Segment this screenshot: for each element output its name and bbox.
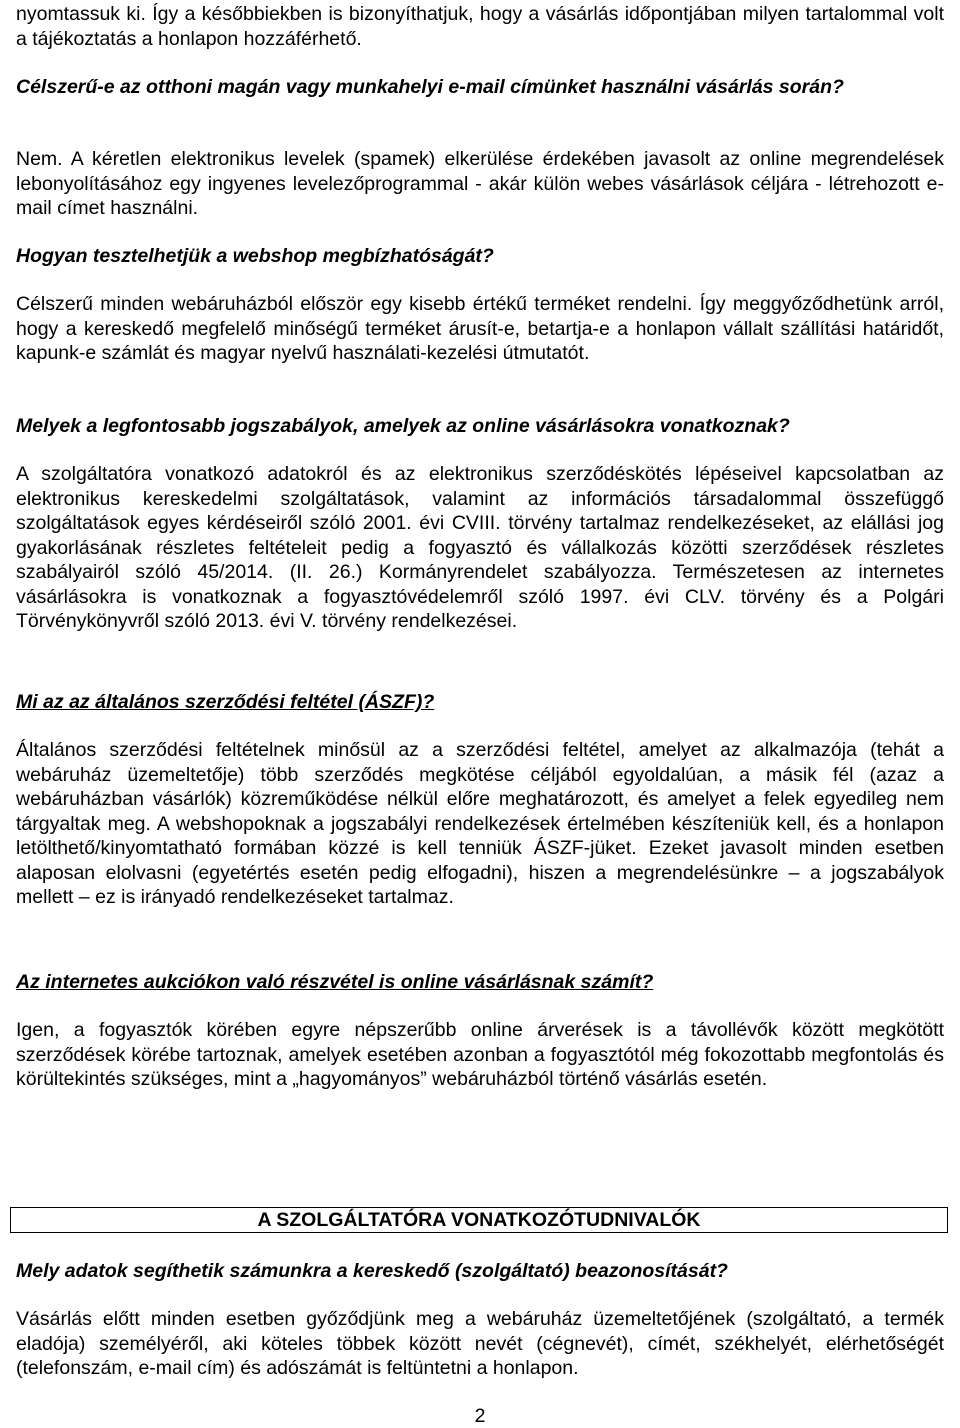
section-heading-box [10,1207,948,1233]
question-laws: Melyek a legfontosabb jogszabályok, amelyek az online vásárlásokra vonatkoznak? [16,415,790,437]
paragraph-aszf-answer: Általános szerződési feltételnek minősül az a szerződési feltétel, amelyet az alkalmazója (tehát a webáruház üzemeltetője) több szerződés megkötése céljából egyoldalúan, a másik fél (azaz a webáruházban vásárlók) közreműködése nélkül előre meghatározott, és amelyet a felek egyedileg nem tárgyaltak meg. A webshopoknak a jogszabályi rendelkezések értelmében készíteniük kell, és a honlapon letölthető/kinyomtatható formában közzé is kell tenniük ÁSZF-jüket. Ezeket javasolt minden esetben alaposan elolvasni (egyetértés esetén pedig elfogadni), hiszen a megrendelésünkre – a jogszabályok mellett – ez is irányadó rendelkezéseket tartalmaz. [16,739,944,908]
question-webshop-test: Hogyan tesztelhetjük a webshop megbízhatóságát? [16,245,494,267]
question-auctions: Az internetes aukciókon való részvétel is online vásárlásnak számít? [16,971,654,993]
question-seller-identity: Mely adatok segíthetik számunkra a kereskedő (szolgáltató) beazonosítását? [16,1260,728,1282]
paragraph-seller-identity-answer: Vásárlás előtt minden esetben győződjünk meg a webáruház üzemeltetőjének (szolgáltató, a termék eladója) személyéről, aki köteles többek között nevét (cégnevét), címét, székhelyét, elérhetőségét (telefonszám, e-mail cím) és adószámát is feltüntetni a honlapon. [16,1308,944,1379]
paragraph-webshop-test-answer: Célszerű minden webáruházból először egy kisebb értékű terméket rendelni. Így meggyőződhetünk arról, hogy a kereskedő megfelelő minőségű terméket árusít-e, betartja-e a honlapon vállalt szállítási határidőt, kapunk-e számlát és magyar nyelvű használati-kezelési útmutatót. [16,293,944,364]
question-email-usage: Célszerű-e az otthoni magán vagy munkahelyi e-mail címünket használni vásárlás során? [16,76,844,98]
paragraph-laws-answer: A szolgáltatóra vonatkozó adatokról és az elektronikus szerződéskötés lépéseivel kapcsolatban az elektronikus kereskedelmi szolgáltatások, valamint az információs társadalommal összefüggő szolgáltatások egyes kérdéseiről szóló 2001. évi CVIII. törvény tartalmaz rendelkezéseket, az elállási jog gyakorlásának részletes feltételeit pedig a fogyasztó és vállalkozás közötti szerződések részletes szabályairól szóló 45/2014. (II. 26.) Kormányrendelet szabályozza. Természetesen az internetes vásárlásokra is vonatkoznak a fogyasztóvédelemről szóló 1997. évi CLV. törvény és a Polgári Törvénykönyvről szóló 2013. évi V. törvény rendelkezései. [16,463,944,632]
paragraph-email-answer: Nem. A kéretlen elektronikus levelek (spamek) elkerülése érdekében javasolt az online megrendelések lebonyolításához egy ingyenes levelezőprogrammal - akár külön webes vásárlások céljára - létrehozott e-mail címet használni. [16,148,944,219]
paragraph-print-info: nyomtassuk ki. Így a későbbiekben is bizonyíthatjuk, hogy a vásárlás időpontjában milyen tartalommal volt a tájékoztatás a honlapon hozzáférhető. [16,3,944,50]
question-aszf: Mi az az általános szerződési feltétel (ÁSZF)? [16,691,435,713]
page-number: 2 [474,1405,486,1427]
paragraph-auctions-answer: Igen, a fogyasztók körében egyre népszerűbb online árverések is a távollévők között megkötött szerződések körébe tartoznak, amelyek esetében azonban a fogyasztótól még fokozottabb megfontolás és körültekintés szükséges, mint a „hagyományos” webáruházból történő vásárlás esetén. [16,1019,944,1090]
section-title: A SZOLGÁLTATÓRA VONATKOZÓTUDNIVALÓK [257,1209,701,1231]
